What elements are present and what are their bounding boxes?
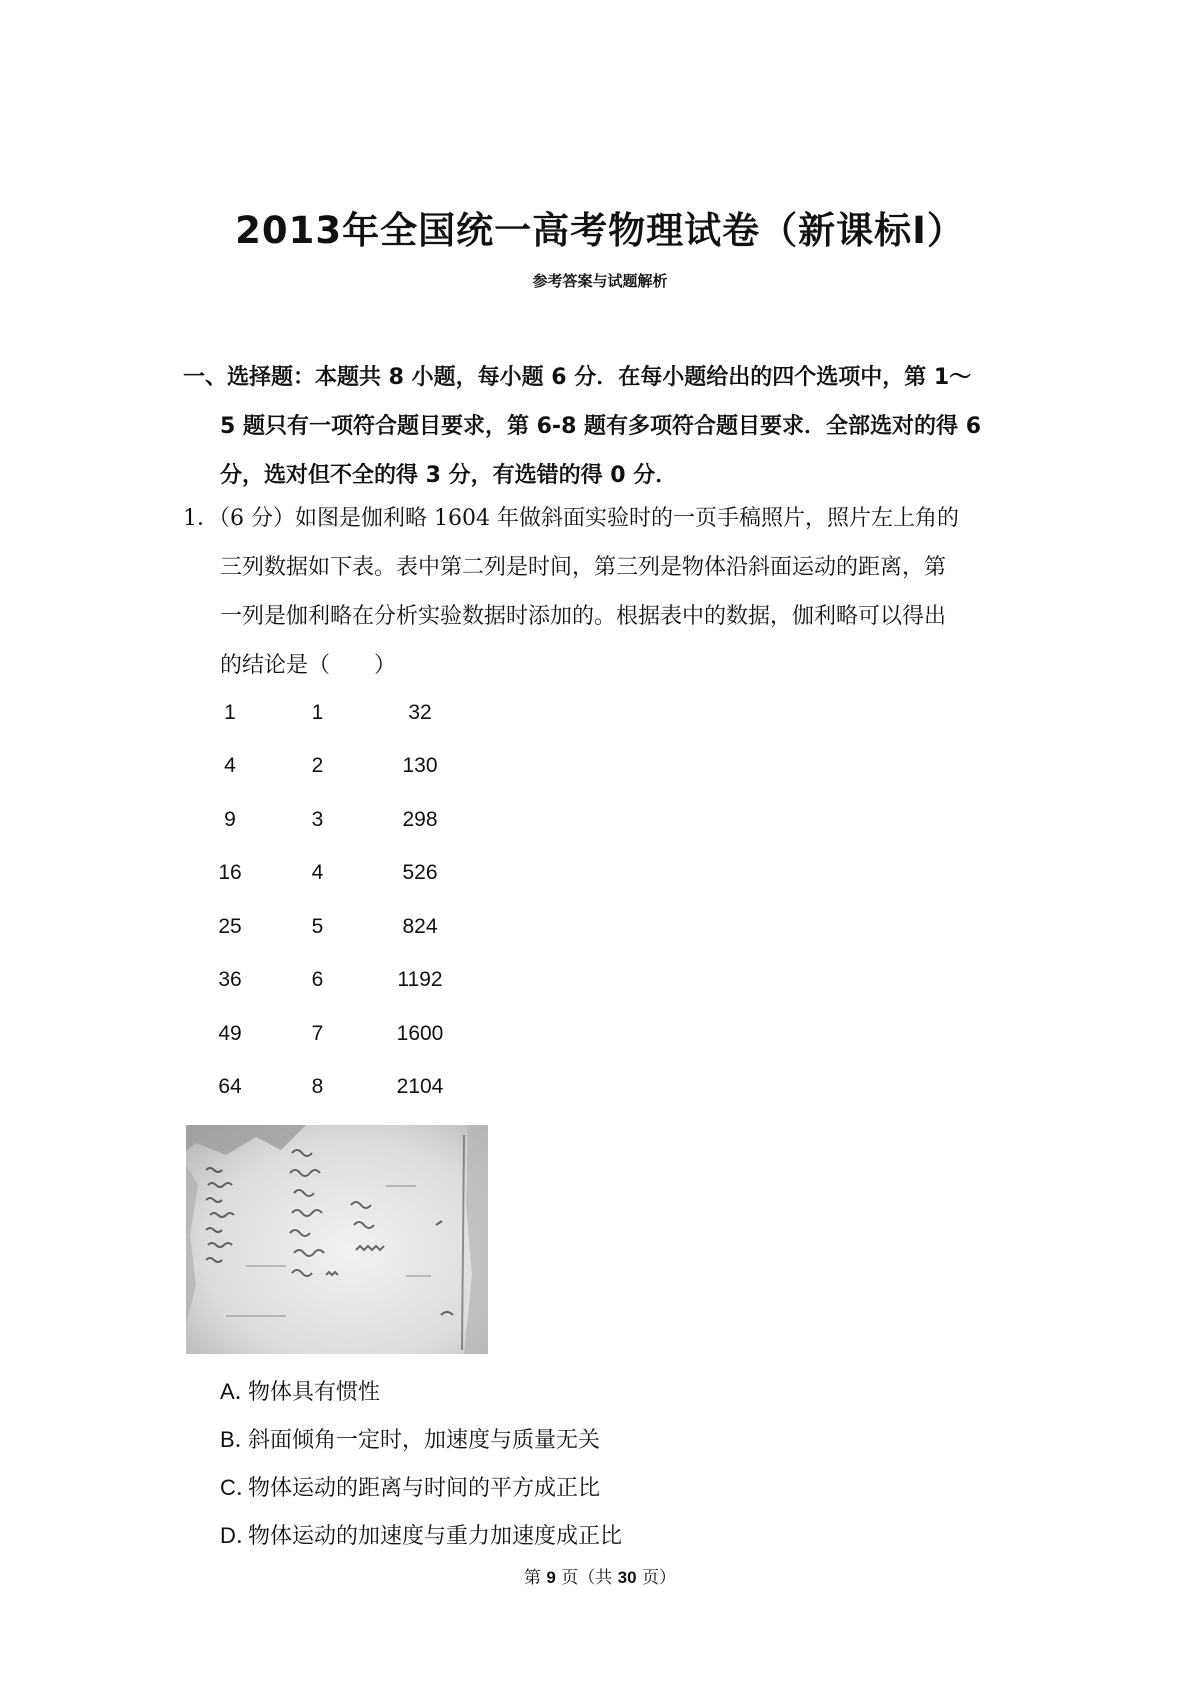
table-cell: 5 <box>311 914 324 938</box>
footer-suffix: 页） <box>636 1568 676 1588</box>
option-letter: C． <box>220 1475 258 1500</box>
manuscript-photo <box>186 1125 488 1354</box>
section-heading <box>183 353 1033 500</box>
table-row <box>205 686 460 740</box>
table-cell: 1 <box>311 700 324 724</box>
table-cell: 1192 <box>397 968 443 992</box>
table-row <box>205 793 460 847</box>
option-letter: B． <box>220 1427 257 1452</box>
table-cell: 526 <box>402 861 438 885</box>
table-row <box>205 900 460 954</box>
option-d <box>220 1512 622 1560</box>
table-row <box>205 740 460 794</box>
document-title: 2013年全国统一高考物理试卷（新课标Ⅰ） <box>235 209 965 252</box>
page-number: 9 <box>546 1568 556 1587</box>
option-letter: D． <box>220 1523 258 1548</box>
table-cell: 824 <box>402 914 438 938</box>
footer-prefix: 第 <box>523 1568 547 1588</box>
manuscript-photo-graphic <box>186 1125 488 1354</box>
option-text: 斜面倾角一定时，加速度与质量无关 <box>248 1428 601 1453</box>
table-cell: 298 <box>402 807 438 831</box>
table-cell: 49 <box>218 1021 242 1045</box>
footer-middle: 页（共 <box>555 1568 618 1588</box>
table-row <box>205 1007 460 1061</box>
table-cell: 64 <box>218 1075 242 1099</box>
section-line: 分，选对但不全的得 3 分，有选错的得 0 分． <box>220 463 678 488</box>
section-line: 一、选择题：本题共 8 小题，每小题 6 分．在每小题给出的四个选项中，第 1～ <box>183 365 972 390</box>
page-footer <box>0 1563 1200 1588</box>
question-line: 一列是伽利略在分析实验数据时添加的。根据表中的数据，伽利略可以得出 <box>220 604 947 629</box>
table-cell: 9 <box>224 807 236 831</box>
table-cell: 32 <box>408 700 432 724</box>
table-cell: 7 <box>311 1021 324 1045</box>
question-line: 的结论是（ ） <box>220 653 397 678</box>
table-row <box>205 954 460 1008</box>
option-b <box>220 1416 622 1464</box>
question-line: 三列数据如下表。表中第二列是时间，第三列是物体沿斜面运动的距离，第 <box>220 555 947 580</box>
table-cell: 25 <box>218 914 242 938</box>
table-cell: 130 <box>402 754 438 778</box>
table-row <box>205 847 460 901</box>
table-cell: 16 <box>218 861 242 885</box>
table-cell: 36 <box>218 968 242 992</box>
answer-options <box>220 1368 622 1560</box>
table-cell: 3 <box>311 807 324 831</box>
table-row <box>205 1061 460 1115</box>
table-cell: 2 <box>311 754 324 778</box>
option-c <box>220 1464 622 1512</box>
table-cell: 8 <box>311 1075 324 1099</box>
table-cell: 1600 <box>396 1021 444 1045</box>
section-line: 5 题只有一项符合题目要求，第 6-8 题有多项符合题目要求．全部选对的得 6 <box>220 414 982 439</box>
question-stem <box>183 494 1033 690</box>
table-cell: 1 <box>224 700 236 724</box>
table-cell: 6 <box>311 968 324 992</box>
table-cell: 2104 <box>396 1075 444 1099</box>
table-cell: 4 <box>311 861 324 885</box>
option-text: 物体运动的距离与时间的平方成正比 <box>248 1476 601 1501</box>
option-text: 物体运动的加速度与重力加速度成正比 <box>248 1524 623 1549</box>
option-text: 物体具有惯性 <box>248 1380 381 1405</box>
table-cell: 4 <box>224 754 236 778</box>
option-a <box>220 1368 622 1416</box>
option-letter: A． <box>220 1379 257 1404</box>
galileo-data-table <box>205 686 460 1114</box>
question-line: 1．（6 分）如图是伽利略 1604 年做斜面实验时的一页手稿照片，照片左上角的 <box>183 506 959 531</box>
page-total: 30 <box>617 1568 637 1587</box>
document-subtitle: 参考答案与试题解析 <box>532 272 668 290</box>
